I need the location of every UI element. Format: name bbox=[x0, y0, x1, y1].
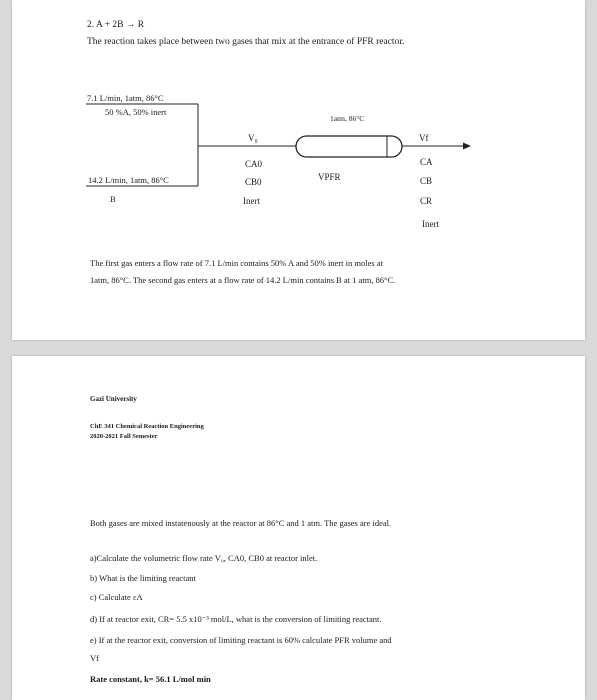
problem-page-top bbox=[12, 0, 585, 340]
pfr-flow-diagram bbox=[12, 0, 585, 340]
course-title: ChE 341 Chemical Reaction Engineering bbox=[90, 423, 204, 430]
inlet-flow-label: V₀ bbox=[248, 133, 258, 143]
reactor-volume-label: VPFR bbox=[318, 172, 341, 182]
outlet-arrow-icon bbox=[463, 143, 471, 150]
outlet-ca-label: CA bbox=[420, 157, 433, 167]
feed-description-line2: 1atm, 86°C. The second gas enters at a flow rate of 14.2 L/min contains B at 1 atm, 86°C. bbox=[90, 275, 396, 285]
rate-constant: Rate constant, k= 56.1 L/mol min bbox=[90, 674, 211, 684]
question-e: e) If at the reactor exit, conversion of limiting reactant is 60% calculate PFR volume and bbox=[90, 635, 392, 645]
problem-intro: The reaction takes place between two gases that mix at the entrance of PFR reactor. bbox=[87, 37, 405, 47]
inlet-ca0-label: CA0 bbox=[245, 159, 263, 169]
feed-a-conditions: 7.1 L/min, 1atm, 86°C bbox=[87, 93, 164, 103]
university-name: Gazi University bbox=[90, 395, 137, 403]
mixing-statement: Both gases are mixed instatenously at the reactor at 86°C and 1 atm. The gases are ideal. bbox=[90, 518, 392, 528]
question-b: b) What is the limiting reactant bbox=[90, 573, 196, 583]
outlet-cb-label: CB bbox=[420, 176, 433, 186]
feed-description-line1: The first gas enters a flow rate of 7.1 L/min contains 50% A and 50% inert in moles at bbox=[90, 258, 383, 268]
question-c: c) Calculate εA bbox=[90, 592, 143, 602]
course-semester: 2020-2021 Fall Semester bbox=[90, 433, 158, 440]
inlet-cb0-label: CB0 bbox=[245, 177, 262, 187]
pfr-reactor-shape bbox=[296, 136, 402, 157]
feed-a-composition: 50 %A, 50% inert bbox=[105, 107, 167, 117]
outlet-inert-label: Inert bbox=[422, 219, 439, 229]
question-d: d) If at reactor exit, CR= 5.5 x10⁻³ mol/L, what is the conversion of limiting reactant. bbox=[90, 614, 382, 624]
outlet-flow-label: Vf bbox=[419, 133, 429, 143]
problem-header: 2. A + 2B → R bbox=[87, 20, 145, 30]
outlet-cr-label: CR bbox=[420, 196, 433, 206]
feed-b-conditions: 14.2 L/min, 1atm, 86°C bbox=[88, 175, 169, 185]
reactor-conditions: 1atm, 86°C bbox=[330, 114, 365, 123]
problem-page-bottom bbox=[12, 356, 585, 700]
question-e-continued: Vf bbox=[90, 653, 99, 663]
inlet-inert-label: Inert bbox=[243, 196, 260, 206]
feed-b-label: B bbox=[110, 194, 116, 204]
question-a: a)Calculate the volumetric flow rate V₀, CA0, CB0 at reactor inlet. bbox=[90, 553, 318, 563]
